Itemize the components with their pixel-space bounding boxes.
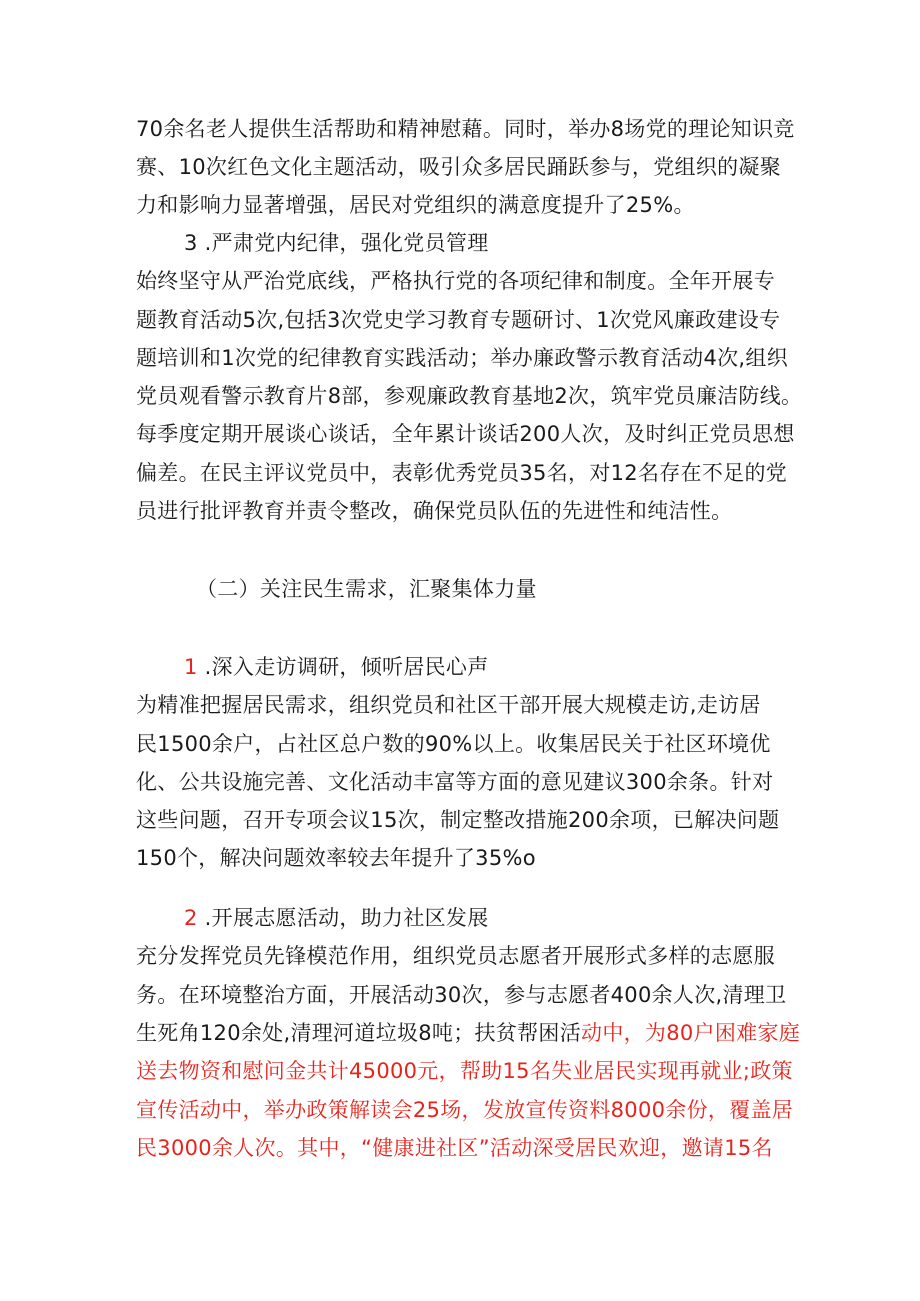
paragraph-line: 力和影响力显著增强，居民对党组织的满意度提升了25%。: [136, 193, 695, 217]
paragraph-line: 每季度定期开展谈心谈话，全年累计谈话200人次，及时纠正党员思想: [136, 422, 795, 446]
item1-heading: [184, 652, 489, 682]
item2-heading: [184, 903, 489, 933]
paragraph-line: [136, 1018, 800, 1048]
item1-heading-text: .深入走访调研，倾听居民心声: [197, 655, 489, 679]
paragraph-line: 党员观看警示教育片8部，参观廉政教育基地2次，筑牢党员廉洁防线。: [136, 384, 803, 408]
paragraph-line: 题教育活动5次,包括3次党史学习教育专题研讨、1次党风廉政建设专: [136, 308, 781, 332]
paragraph-line: 70余名老人提供生活帮助和精神慰藉。同时，举办8场党的理论知识竞: [136, 117, 795, 141]
paragraph-line: 赛、10次红色文化主题活动，吸引众多居民踊跃参与，党组织的凝聚: [136, 155, 782, 179]
item1-heading-number: 1: [184, 655, 198, 679]
paragraph-line-red: 民3000余人次。其中，“健康进社区”活动深受居民欢迎，邀请15名: [136, 1136, 773, 1160]
paragraph-line: 始终坚守从严治党底线，严格执行党的各项纪律和制度。全年开展专: [136, 269, 775, 293]
paragraph-line: 偏差。在民主评议党员中，表彰优秀党员35名，对12名存在不足的党: [136, 461, 788, 485]
paragraph-line: 为精准把握居民需求，组织党员和社区干部开展大规模走访,走访居: [136, 693, 761, 717]
item3-heading: 3 .严肃党内纪律，强化党员管理: [184, 231, 489, 255]
paragraph-line: 150个，解决问题效率较去年提升了35%o: [136, 846, 536, 870]
paragraph-line-red: 送去物资和慰问金共计45000元，帮助15名失业居民实现再就业;政策: [136, 1059, 793, 1083]
section-heading: （二）关注民生需求，汇聚集体力量: [196, 577, 537, 601]
paragraph-line: 题培训和1次党的纪律教育实践活动；举办廉政警示教育活动4次,组织: [136, 346, 788, 370]
paragraph-line-red: 宣传活动中，举办政策解读会25场，发放宣传资料8000余份，覆盖居: [136, 1098, 794, 1122]
paragraph-line: 务。在环境整治方面，开展活动30次，参与志愿者400余人次,清理卫: [136, 983, 787, 1007]
line-text-red: 动中，为80户困难家庭: [581, 1021, 801, 1045]
paragraph-line: 充分发挥党员先锋模范作用，组织党员志愿者开展形式多样的志愿服: [136, 944, 775, 968]
paragraph-line: 员进行批评教育并责令整改，确保党员队伍的先进性和纯洁性。: [136, 499, 733, 523]
paragraph-line: 民1500余户，占社区总户数的90%以上。收集居民关于社区环境优: [136, 732, 771, 756]
paragraph-line: 化、公共设施完善、文化活动丰富等方面的意见建议300余条。针对: [136, 770, 774, 794]
paragraph-line: 这些问题，召开专项会议15次，制定整改措施200余项，已解决问题: [136, 808, 780, 832]
line-text-black: 生死角120余处,清理河道垃圾8吨；扶贫帮困活: [136, 1021, 582, 1045]
item2-heading-number: 2: [184, 906, 198, 930]
item2-heading-text: .开展志愿活动，助力社区发展: [197, 906, 489, 930]
